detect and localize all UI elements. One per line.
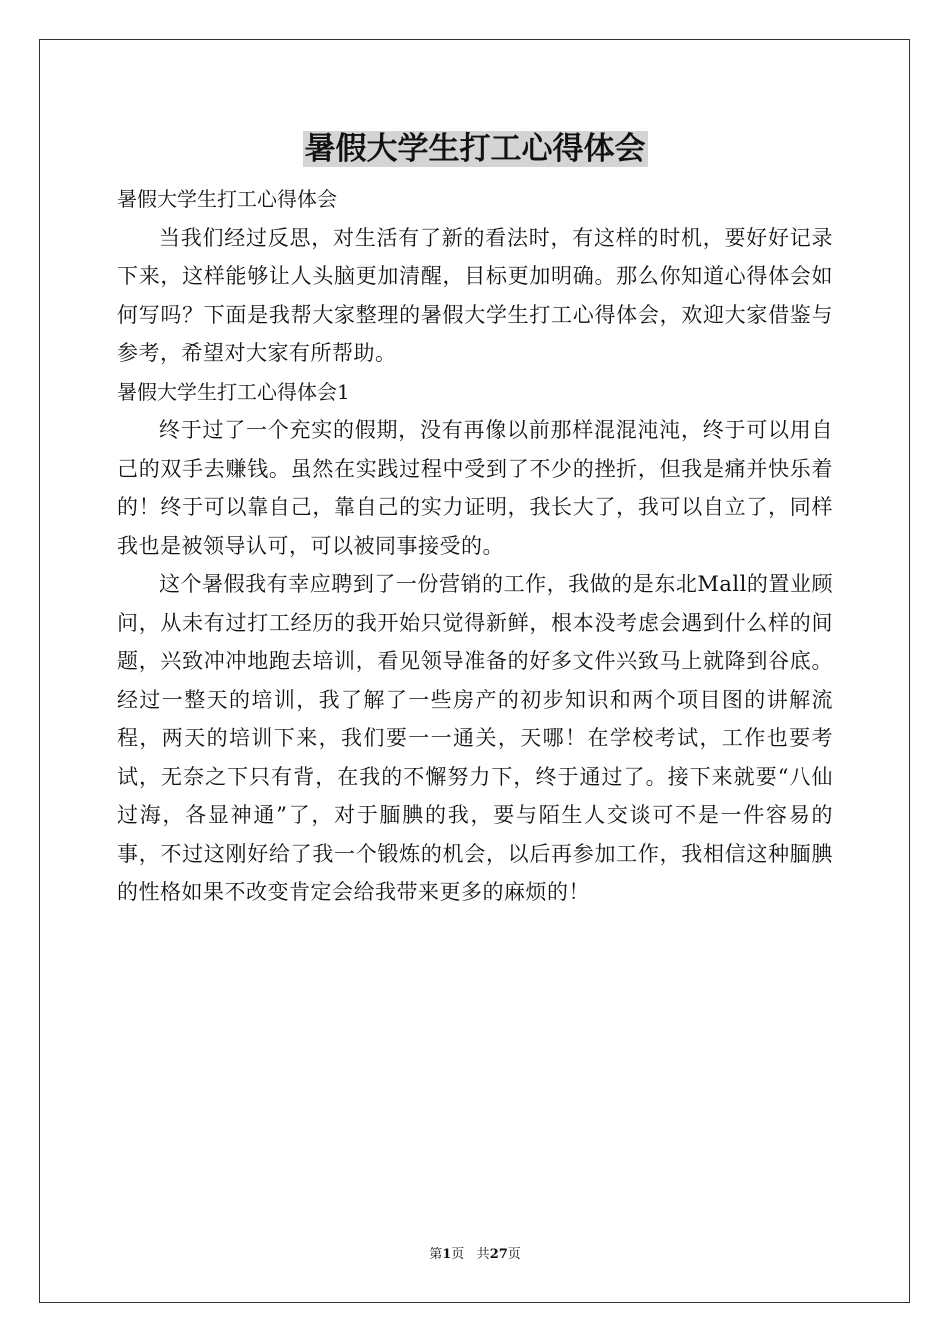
total-pages: 27 [489, 1247, 508, 1262]
section-heading: 暑假大学生打工心得体会1 [117, 379, 350, 404]
total-prefix: 共 [476, 1247, 490, 1262]
page-number: 1 [442, 1247, 452, 1262]
document-title-text: 暑假大学生打工心得体会 [304, 131, 646, 167]
body-paragraph-1: 终于过了一个充实的假期，没有再像以前那样混混沌沌，终于可以用自己的双手去赚钱。虽然在实践过程中受到了不少的挫折，但我是痛并快乐着的！终于可以靠自己，靠自己的实力证明，我长大了，我可以自立了，同样我也是被领导认可，可以被同事接受的。 [117, 418, 833, 558]
page-prefix: 第 [429, 1247, 443, 1262]
document-body [117, 180, 833, 912]
page-suffix: 页 [451, 1247, 465, 1262]
total-suffix: 页 [507, 1247, 521, 1262]
page-footer [0, 1246, 950, 1264]
intro-paragraph: 当我们经过反思，对生活有了新的看法时，有这样的时机，要好好记录下来，这样能够让人头脑更加清醒，目标更加明确。那么你知道心得体会如何写吗？下面是我帮大家整理的暑假大学生打工心得体会，欢迎大家借鉴与参考，希望对大家有所帮助。 [117, 225, 833, 365]
body-paragraph-2: 这个暑假我有幸应聘到了一份营销的工作，我做的是东北Mall的置业顾问，从未有过打工经历的我开始只觉得新鲜，根本没考虑会遇到什么样的间题，兴致冲冲地跑去培训，看见领导准备的好多文件兴致马上就降到谷底。经过一整天的培训，我了解了一些房产的初步知识和两个项目图的讲解流程，两天的培训下来，我们要一一通关，天哪！在学校考试，工作也要考试，无奈之下只有背，在我的不懈努力下，终于通过了。接下来就要“八仙过海，各显神通”了，对于腼腆的我，要与陌生人交谈可不是一件容易的事，不过这刚好给了我一个锻炼的机会，以后再参加工作，我相信这种腼腆的性格如果不改变肯定会给我带来更多的麻烦的！ [117, 572, 833, 904]
document-subtitle: 暑假大学生打工心得体会 [117, 187, 337, 211]
document-title [0, 128, 950, 170]
